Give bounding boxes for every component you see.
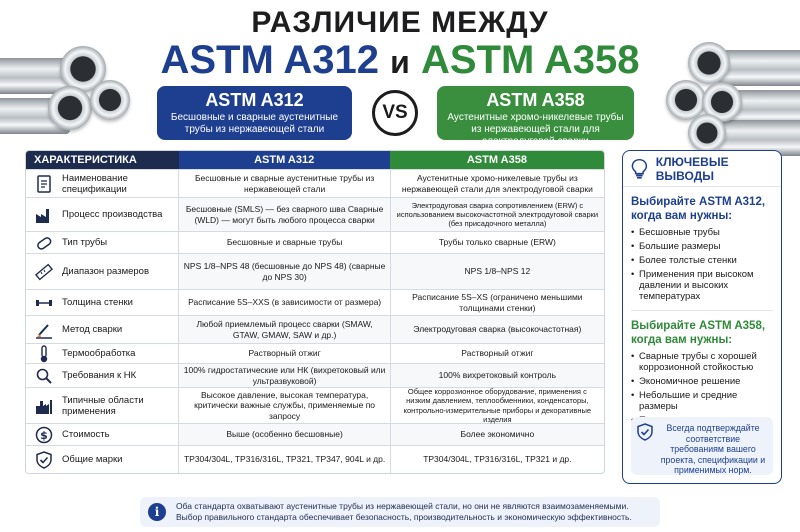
- panel-title: КЛЮЧЕВЫЕ ВЫВОДЫ: [655, 154, 729, 183]
- row-label: Толщина стенки: [62, 297, 133, 308]
- list-item: • Бесшовные трубы: [631, 227, 773, 238]
- list-item: • Применения при высоком давлении и высоких температурах: [631, 269, 773, 302]
- svg-text:$: $: [40, 428, 48, 442]
- badge-a312: [157, 86, 352, 140]
- thermometer-icon: [35, 345, 53, 363]
- footer-text: [176, 501, 632, 523]
- row-a358-value: Электродуговая сварка (высокочастотная): [390, 316, 604, 343]
- row-label: Тип трубы: [62, 237, 108, 248]
- magnifier-icon: [35, 367, 53, 385]
- header-a312: ASTM A312: [179, 151, 390, 169]
- a358-section-title: Выбирайте ASTM A358, когда вам нужны:: [631, 320, 766, 346]
- page-title: РАЗЛИЧИЕ МЕЖДУ: [251, 6, 549, 39]
- row-characteristic: [26, 198, 178, 231]
- row-a358-value: Растворный отжиг: [390, 344, 604, 363]
- panel-header: [623, 151, 781, 187]
- table-row: [26, 197, 604, 231]
- row-label: Наименование спецификации: [62, 172, 128, 195]
- row-a358-value: TP304/304L, TP316/316L, TP321 и др.: [390, 446, 604, 473]
- row-characteristic: [26, 254, 178, 289]
- row-a358-value: Общее коррозионное оборудование, применения с низким давлением, теплообменники, конденсаторы, контрольно-измерительные приборы и декоративные изделия: [390, 388, 604, 423]
- pipe-icon: [35, 234, 53, 252]
- badge-a312-title: ASTM A312: [205, 90, 304, 110]
- row-a312-value: Бесшовные (SMLS) — без сварного шва Сварные (WLD) — могут быть любого процесса сварки: [178, 198, 389, 231]
- page-subtitle: [0, 38, 800, 83]
- row-a312-value: 100% гидростатические или НК (вихретоковый или ультразвуковой): [178, 364, 389, 387]
- welding-icon: [35, 321, 53, 339]
- row-characteristic: [26, 290, 178, 315]
- row-a358-value: Более экономично: [390, 424, 604, 445]
- row-a312-value: Бесшовные и сварные аустенитные трубы из нержавеющей стали: [178, 170, 389, 197]
- title-and: и: [390, 44, 410, 80]
- row-a358-value: Аустенитные хромо-никелевые трубы из нержавеющей стали для электродуговой сварки: [390, 170, 604, 197]
- table-row: [26, 231, 604, 253]
- badge-a358-title: ASTM A358: [486, 90, 585, 110]
- list-item: • Экономичное решение: [631, 376, 773, 387]
- row-a312-value: Выше (особенно бесшовные): [178, 424, 389, 445]
- row-a358-value: 100% вихретоковый контроль: [390, 364, 604, 387]
- row-label: Термообработка: [62, 348, 136, 359]
- table-row: [26, 423, 604, 445]
- footer-info: [140, 497, 660, 527]
- table-row: [26, 253, 604, 289]
- badge-a358: [437, 86, 634, 147]
- row-characteristic: [26, 316, 178, 343]
- row-label: Диапазон размеров: [62, 266, 150, 277]
- list-item: • Более толстые стенки: [631, 255, 773, 266]
- shield-check-icon: [637, 423, 653, 441]
- row-a312-value: NPS 1/8–NPS 48 (бесшовные до NPS 48) (сварные до NPS 30): [178, 254, 389, 289]
- row-a312-value: Бесшовные и сварные трубы: [178, 232, 389, 253]
- row-label: Требования к НК: [62, 370, 137, 381]
- key-takeaways-panel: [622, 150, 782, 484]
- vs-badge: VS: [372, 90, 418, 136]
- row-a358-value: Электродуговая сварка сопротивлением (ERW) с использованием высокочастотной электродуговой сварки (без присадочного металла): [390, 198, 604, 231]
- table-body: [26, 169, 604, 473]
- badge-a312-subtitle: Бесшовные и сварные аустенитные трубы из нержавеющей стали: [170, 112, 339, 135]
- row-label: Процесс производства: [62, 209, 163, 220]
- badge-a358-subtitle: Аустенитные хромо-никелевые трубы из нержавеющей стали для электродуговой сварки: [447, 112, 624, 147]
- a312-list: [623, 223, 781, 302]
- row-characteristic: [26, 232, 178, 253]
- comparison-table: [25, 150, 605, 474]
- row-a358-value: Трубы только сварные (ERW): [390, 232, 604, 253]
- row-characteristic: [26, 388, 178, 423]
- title-a358: ASTM A358: [420, 38, 640, 82]
- table-row: [26, 169, 604, 197]
- table-row: [26, 387, 604, 423]
- table-row: [26, 343, 604, 363]
- factory-icon: [35, 206, 53, 224]
- plant-icon: [35, 397, 53, 415]
- a312-section-title: Выбирайте ASTM A312, когда вам нужны:: [631, 196, 766, 222]
- list-item: • Большие размеры: [631, 241, 773, 252]
- dollar-icon: [35, 426, 53, 444]
- table-header: [26, 151, 604, 169]
- panel-note-text: Всегда подтверждайте соответствие требованиям вашего проекта, спецификации и применимых норм.: [660, 423, 766, 475]
- check-shield-icon: [35, 451, 53, 469]
- thickness-icon: [35, 294, 53, 312]
- info-icon: i: [148, 503, 166, 521]
- list-item: • Сварные трубы с хорошей коррозионной стойкостью: [631, 351, 773, 373]
- table-row: [26, 363, 604, 387]
- list-item: • Небольшие и средние размеры: [631, 390, 773, 412]
- row-characteristic: [26, 364, 178, 387]
- row-a358-value: NPS 1/8–NPS 12: [390, 254, 604, 289]
- row-label: Стоимость: [62, 429, 110, 440]
- panel-note: [631, 417, 773, 475]
- row-characteristic: [26, 344, 178, 363]
- table-row: [26, 445, 604, 473]
- table-row: [26, 289, 604, 315]
- ruler-icon: [35, 263, 53, 281]
- header-a358: ASTM A358: [390, 151, 604, 169]
- row-label: Общие марки: [62, 454, 123, 465]
- table-row: [26, 315, 604, 343]
- footer-line-1: Оба стандарта охватывают аустенитные трубы из нержавеющей стали, но они не являются взаимозаменяемыми.: [176, 501, 629, 511]
- document-icon: [35, 175, 53, 193]
- row-a358-value: Расписание 5S–XS (ограничено меньшими толщинами стенки): [390, 290, 604, 315]
- row-a312-value: Расписание 5S–XXS (в зависимости от размера): [178, 290, 389, 315]
- row-a312-value: TP304/304L, TP316/316L, TP321, TP347, 904L и др.: [178, 446, 389, 473]
- row-characteristic: [26, 170, 178, 197]
- title-a312: ASTM A312: [160, 38, 380, 82]
- row-label: Метод сварки: [62, 324, 123, 335]
- lightbulb-icon: [631, 158, 648, 180]
- row-a312-value: Высокое давление, высокая температура, критически важные службы, применяемые по запросу: [178, 388, 389, 423]
- header-characteristic: ХАРАКТЕРИСТИКА: [26, 151, 179, 169]
- row-a312-value: Любой приемлемый процесс сварки (SMAW, GTAW, GMAW, SAW и др.): [178, 316, 389, 343]
- row-characteristic: [26, 424, 178, 445]
- row-label: Типичные области применения: [62, 394, 144, 417]
- row-characteristic: [26, 446, 178, 473]
- row-a312-value: Растворный отжиг: [178, 344, 389, 363]
- footer-line-2: Выбор правильного стандарта обеспечивает безопасность, производительность и экономическую эффективность.: [176, 512, 632, 522]
